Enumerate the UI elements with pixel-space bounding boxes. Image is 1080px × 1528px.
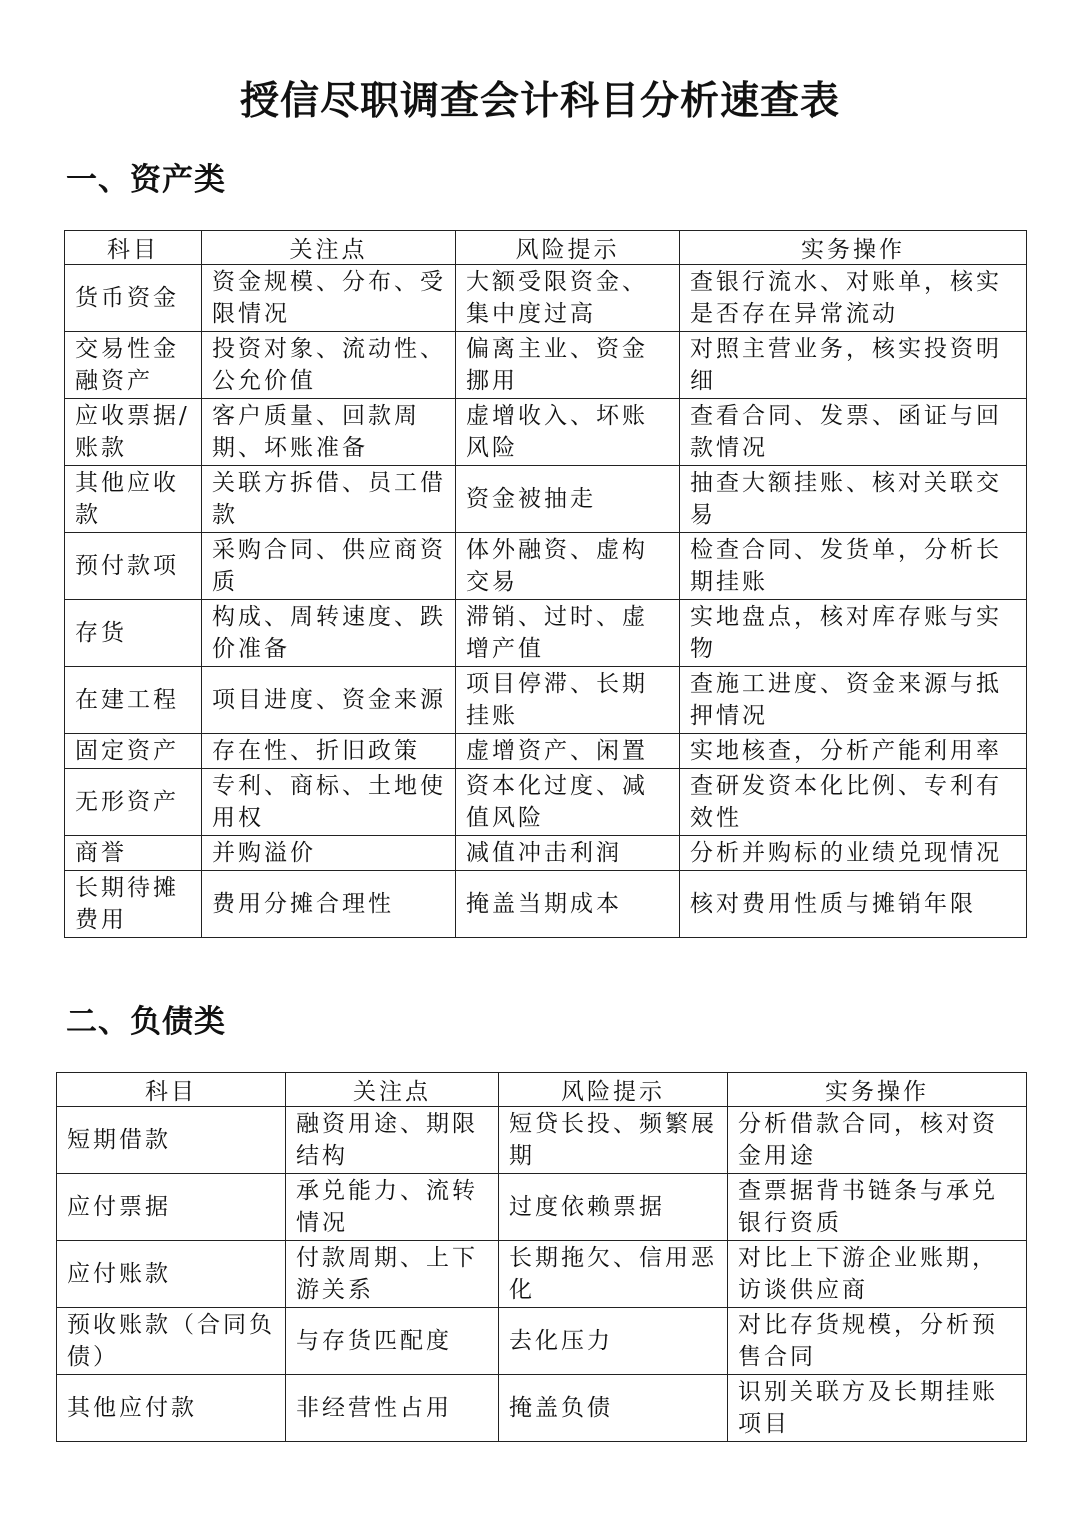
table-row	[65, 871, 1027, 938]
table-row	[57, 1308, 1027, 1375]
cell-risk: 长期拖欠、信用恶化	[499, 1241, 728, 1308]
table-row	[57, 1174, 1027, 1241]
table-row	[65, 332, 1027, 399]
cell-risk: 体外融资、虚构交易	[456, 533, 680, 600]
cell-practice: 识别关联方及长期挂账项目	[728, 1375, 1027, 1442]
cell-focus: 费用分摊合理性	[202, 871, 456, 938]
cell-risk: 去化压力	[499, 1308, 728, 1375]
cell-practice: 对比上下游企业账期，访谈供应商	[728, 1241, 1027, 1308]
cell-practice: 查看合同、发票、函证与回款情况	[680, 399, 1027, 466]
cell-risk: 滞销、过时、虚增产值	[456, 600, 680, 667]
cell-risk: 减值冲击利润	[456, 836, 680, 871]
cell-risk: 虚增收入、坏账风险	[456, 399, 680, 466]
cell-focus: 投资对象、流动性、公允价值	[202, 332, 456, 399]
cell-focus: 承兑能力、流转情况	[286, 1174, 499, 1241]
table-row	[65, 667, 1027, 734]
table-header-row	[65, 231, 1027, 265]
cell-account: 长期待摊费用	[65, 871, 202, 938]
cell-account: 应收票据/账款	[65, 399, 202, 466]
cell-practice: 查银行流水、对账单，核实是否存在异常流动	[680, 265, 1027, 332]
table-row	[57, 1107, 1027, 1174]
cell-risk: 掩盖当期成本	[456, 871, 680, 938]
table-row	[65, 769, 1027, 836]
cell-practice: 分析并购标的业绩兑现情况	[680, 836, 1027, 871]
table-row	[57, 1241, 1027, 1308]
table-row	[65, 533, 1027, 600]
cell-focus: 关联方拆借、员工借款	[202, 466, 456, 533]
cell-account: 应付账款	[57, 1241, 286, 1308]
cell-risk: 资金被抽走	[456, 466, 680, 533]
section-heading-liabilities: 二、负债类	[66, 1004, 226, 1040]
cell-focus: 采购合同、供应商资质	[202, 533, 456, 600]
cell-account: 短期借款	[57, 1107, 286, 1174]
cell-account: 存货	[65, 600, 202, 667]
cell-risk: 资本化过度、减值风险	[456, 769, 680, 836]
cell-account: 货币资金	[65, 265, 202, 332]
page-title: 授信尽职调查会计科目分析速查表	[239, 79, 840, 124]
cell-risk: 偏离主业、资金挪用	[456, 332, 680, 399]
column-header-focus: 关注点	[286, 1073, 499, 1107]
cell-risk: 项目停滞、长期挂账	[456, 667, 680, 734]
cell-focus: 非经营性占用	[286, 1375, 499, 1442]
cell-focus: 客户质量、回款周期、坏账准备	[202, 399, 456, 466]
cell-practice: 实地盘点，核对库存账与实物	[680, 600, 1027, 667]
table-row	[65, 466, 1027, 533]
cell-risk: 过度依赖票据	[499, 1174, 728, 1241]
cell-account: 应付票据	[57, 1174, 286, 1241]
cell-risk: 大额受限资金、集中度过高	[456, 265, 680, 332]
column-header-focus: 关注点	[202, 231, 456, 265]
cell-account: 固定资产	[65, 734, 202, 769]
cell-practice: 对照主营业务，核实投资明细	[680, 332, 1027, 399]
cell-practice: 对比存货规模，分析预售合同	[728, 1308, 1027, 1375]
cell-focus: 存在性、折旧政策	[202, 734, 456, 769]
cell-risk: 短贷长投、频繁展期	[499, 1107, 728, 1174]
cell-practice: 核对费用性质与摊销年限	[680, 871, 1027, 938]
table-header-row	[57, 1073, 1027, 1107]
cell-account: 无形资产	[65, 769, 202, 836]
cell-risk: 虚增资产、闲置	[456, 734, 680, 769]
table-row	[65, 600, 1027, 667]
table-row	[65, 734, 1027, 769]
cell-account: 其他应付款	[57, 1375, 286, 1442]
cell-practice: 查施工进度、资金来源与抵押情况	[680, 667, 1027, 734]
table-row	[65, 836, 1027, 871]
cell-practice: 实地核查，分析产能利用率	[680, 734, 1027, 769]
cell-account: 预付款项	[65, 533, 202, 600]
cell-practice: 抽查大额挂账、核对关联交易	[680, 466, 1027, 533]
column-header-risk: 风险提示	[456, 231, 680, 265]
cell-account: 交易性金融资产	[65, 332, 202, 399]
column-header-account: 科目	[57, 1073, 286, 1107]
cell-practice: 分析借款合同，核对资金用途	[728, 1107, 1027, 1174]
cell-focus: 专利、商标、土地使用权	[202, 769, 456, 836]
cell-account: 在建工程	[65, 667, 202, 734]
cell-focus: 并购溢价	[202, 836, 456, 871]
cell-practice: 查票据背书链条与承兑银行资质	[728, 1174, 1027, 1241]
cell-focus: 融资用途、期限结构	[286, 1107, 499, 1174]
cell-account: 其他应收款	[65, 466, 202, 533]
column-header-practice: 实务操作	[728, 1073, 1027, 1107]
cell-risk: 掩盖负债	[499, 1375, 728, 1442]
cell-practice: 检查合同、发货单，分析长期挂账	[680, 533, 1027, 600]
liabilities-table	[56, 1072, 1027, 1442]
column-header-risk: 风险提示	[499, 1073, 728, 1107]
section-heading-assets: 一、资产类	[66, 162, 226, 198]
cell-focus: 资金规模、分布、受限情况	[202, 265, 456, 332]
column-header-account: 科目	[65, 231, 202, 265]
cell-account: 预收账款（合同负债）	[57, 1308, 286, 1375]
column-header-practice: 实务操作	[680, 231, 1027, 265]
cell-focus: 项目进度、资金来源	[202, 667, 456, 734]
cell-focus: 与存货匹配度	[286, 1308, 499, 1375]
table-row	[65, 399, 1027, 466]
cell-practice: 查研发资本化比例、专利有效性	[680, 769, 1027, 836]
cell-focus: 构成、周转速度、跌价准备	[202, 600, 456, 667]
table-row	[57, 1375, 1027, 1442]
assets-table	[64, 230, 1027, 938]
table-row	[65, 265, 1027, 332]
cell-account: 商誉	[65, 836, 202, 871]
cell-focus: 付款周期、上下游关系	[286, 1241, 499, 1308]
